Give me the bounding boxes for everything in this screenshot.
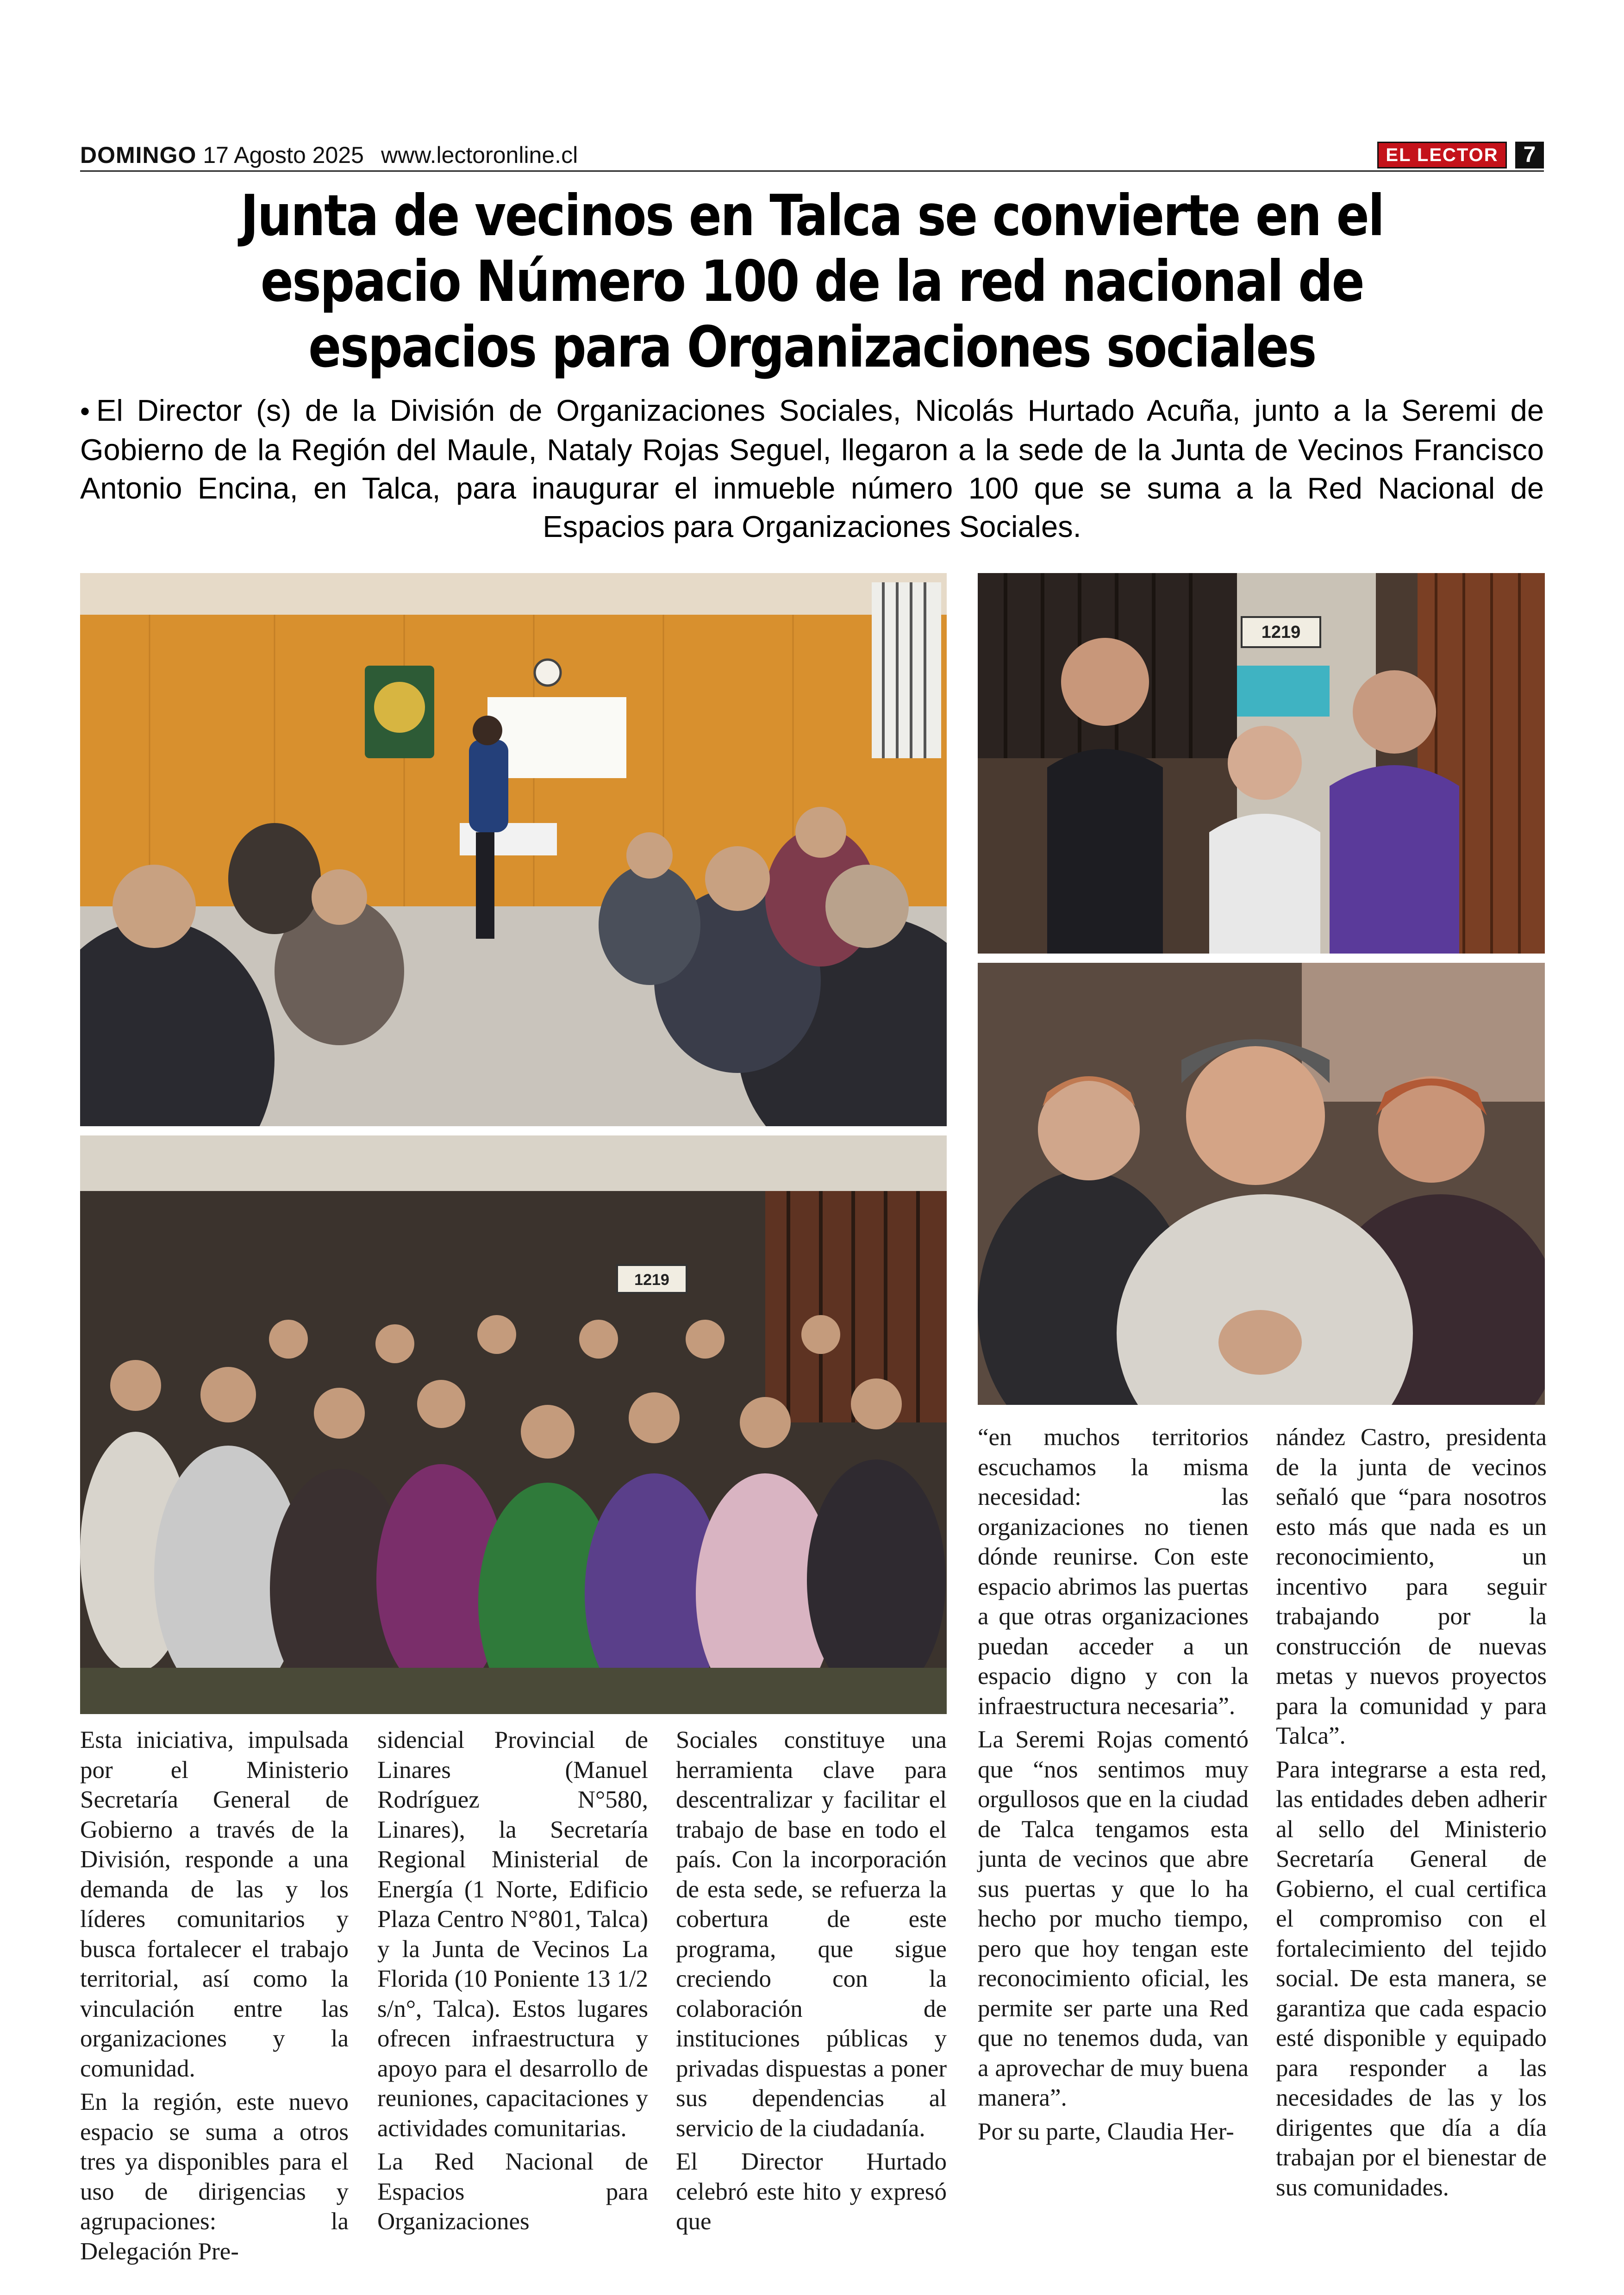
- lead-text: El Director (s) de la División de Organizaciones Sociales, Nicolás Hurtado Acuña, junto a la Seremi de Gobierno de la Región del Maule, Nataly Rojas Seguel, llegaron a la sede de la Junta de Vecinos Francisco Antonio Encina, en Talca, para inaugurar el inmueble número 100 que se suma a la Red Nacional de Espacios para Organizaciones Sociales.: [80, 393, 1544, 543]
- paragraph: “en muchos territorios escuchamos la misma necesidad: las organizaciones no tienen dónde reunirse. Con este espacio abrimos las puertas a que otras organizaciones puedan acceder a un espacio digno y con la infraestructura necesaria”.: [978, 1424, 1249, 1720]
- house-number-plate: 1219: [634, 1271, 669, 1289]
- date-label: 17 Agosto 2025: [203, 142, 364, 168]
- article-column-5: [1276, 1422, 1547, 2206]
- article-column-1: [80, 1725, 349, 2270]
- headline: Junta de vecinos en Talca se convierte en el espacio Número 100 de la red nacional de espacios para Organizaciones sociales: [240, 183, 1384, 380]
- newspaper-logo: EL LECTOR: [1377, 142, 1507, 168]
- bullet-icon: •: [80, 396, 90, 427]
- article-column-2: [377, 1725, 648, 2240]
- photo-attendees: [978, 963, 1545, 1405]
- photo-group: [80, 1135, 947, 1714]
- paragraph: sidencial Provincial de Linares (Manuel Rodríguez N°580, Linares), la Secretaría Regional Ministerial de Energía (1 Norte, Edificio Plaza Centro N°801, Talca) y la Junta de Vecinos La Florida (10 Poniente 13 1/2 s/n°, Talca). Estos lugares ofrecen infraestructura y apoyo para el desarrollo de reuniones, capacitaciones y actividades comunitarias.: [377, 1727, 648, 2142]
- header-rule: [80, 170, 1544, 172]
- paragraph: La Seremi Rojas comentó que “nos sentimos muy orgullosos que en la ciudad de Talca tengamos esta junta de vecinos que abre sus puertas y que lo ha hecho por mucho tiempo, pero que hoy tengan este reconocimiento oficial, les permite ser parte una Red que no tenemos duda, van a aprovechar de muy buena manera”.: [978, 1726, 1249, 2111]
- lead-paragraph: [80, 391, 1544, 546]
- paragraph: El Director Hurtado celebró este hito y expresó que: [676, 2148, 947, 2235]
- photo-officials: [978, 573, 1545, 954]
- house-number-plate-2: 1219: [1261, 623, 1301, 642]
- paragraph: La Red Nacional de Espacios para Organizaciones: [377, 2148, 648, 2235]
- day-label: DOMINGO: [80, 142, 197, 168]
- website-link[interactable]: www.lectoronline.cl: [381, 142, 578, 168]
- page-header: [80, 139, 1544, 171]
- paragraph: Por su parte, Claudia Her-: [978, 2118, 1234, 2145]
- paragraph: Para integrarse a esta red, las entidades deben adherir al sello del Ministerio Secretaría General de Gobierno, el cual certifica el compromiso con el fortalecimiento del tejido social. De esta manera, se garantiza que cada espacio esté disponible y equipado para responder a las necesidades de las y los dirigentes que día a día trabajan por el bienestar de sus comunidades.: [1276, 1756, 1547, 2201]
- paragraph: Sociales constituye una herramienta clave para descentralizar y facilitar el trabajo de base en todo el país. Con la incorporación de esta sede, se refuerza la cobertura de este programa, que sigue creciendo con la colaboración de instituciones públicas y privadas dispuestas a poner sus dependencias al servicio de la ciudadanía.: [676, 1727, 947, 2142]
- page-number: 7: [1515, 142, 1544, 168]
- paragraph: nández Castro, presidenta de la junta de vecinos señaló que “para nosotros esto más que nada es un reconocimiento, un incentivo para seguir trabajando por la construcción de nuevas metas y nuevos proyectos para la comunidad y para Talca”.: [1276, 1424, 1547, 1749]
- article-column-4: [978, 1422, 1249, 2150]
- article-column-3: [676, 1725, 947, 2240]
- paragraph: En la región, este nuevo espacio se suma a otros tres ya disponibles para el uso de dirigencias y agrupaciones: la Delegación Pre-: [80, 2089, 349, 2265]
- paragraph: Esta iniciativa, impulsada por el Ministerio Secretaría General de Gobierno a través de la División, responde a una demanda de las y los líderes comunitarios y busca fortalecer el trabajo territorial, así como la vinculación entre las organizaciones y la comunidad.: [80, 1727, 349, 2082]
- date-line: [80, 142, 364, 168]
- photo-meeting-room: [80, 573, 947, 1126]
